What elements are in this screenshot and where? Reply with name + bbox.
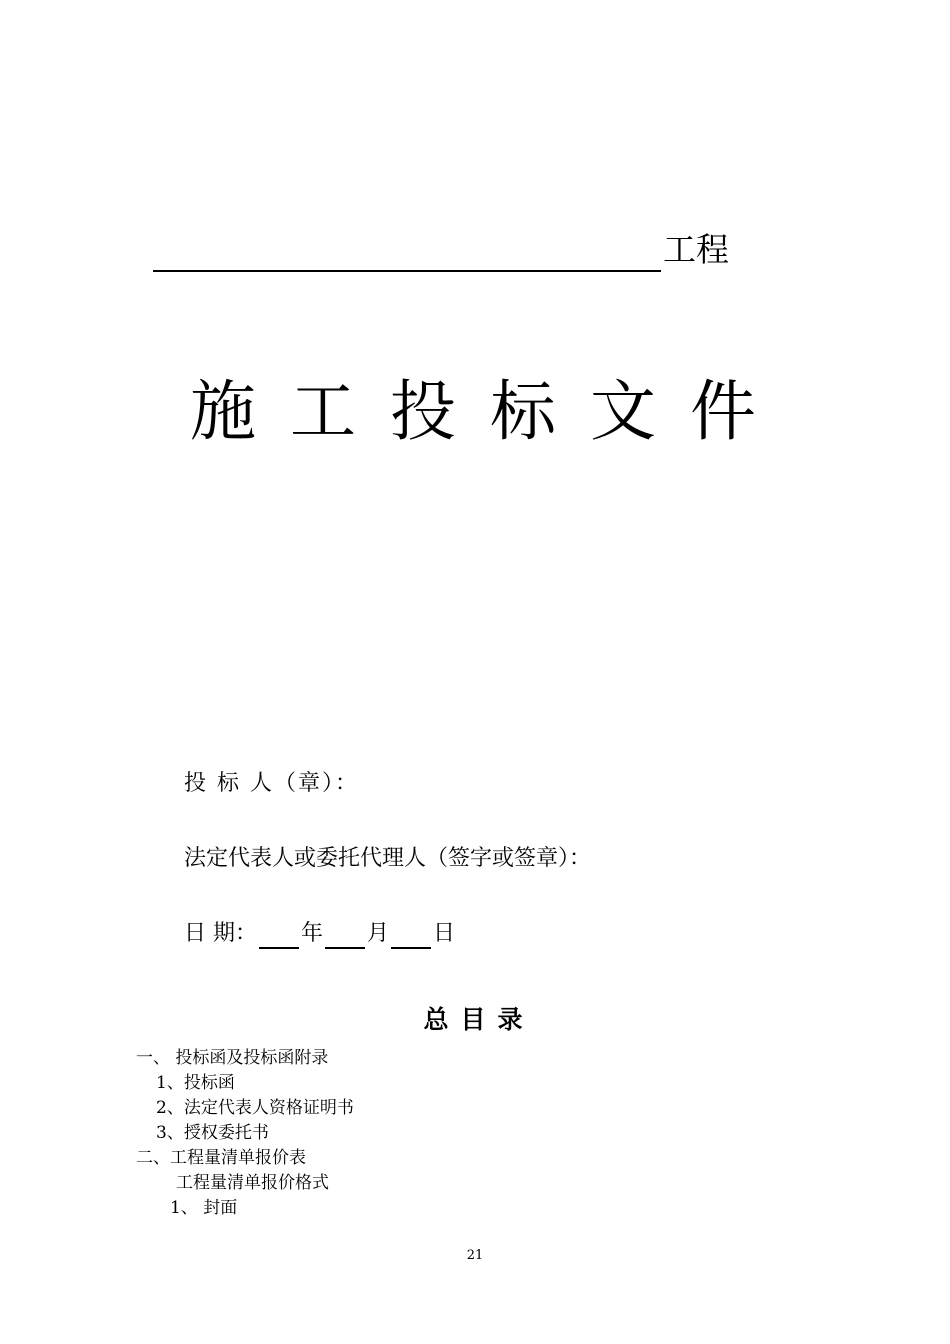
project-suffix: 工程 [663,230,729,269]
toc-item: 3、授权委托书 [156,1123,269,1143]
month-label: 月 [367,921,390,946]
project-name-blank [153,228,661,272]
project-name-line [153,222,729,272]
legal-representative-line: 法定代表人或委托代理人（签字或签章）： [184,846,592,871]
bidder-seal-line: 投 标 人（章）： [184,771,359,796]
date-line [184,919,455,949]
toc-heading: 总目录 [423,1005,535,1034]
toc-item: 1、 封面 [170,1198,238,1218]
document-title: 施工投标文件 [190,373,790,450]
year-blank [259,923,299,949]
toc-item: 一、 投标函及投标函附录 [136,1048,329,1068]
toc-item: 2、法定代表人资格证明书 [156,1098,354,1118]
date-label: 日 期： [184,921,257,946]
toc-item: 工程量清单报价格式 [176,1173,329,1193]
year-label: 年 [301,921,324,946]
page-number: 21 [466,1248,484,1263]
day-label: 日 [433,921,456,946]
toc-item: 1、投标函 [156,1073,235,1093]
toc-item: 二、工程量清单报价表 [136,1148,306,1168]
month-blank [325,923,365,949]
day-blank [391,923,431,949]
